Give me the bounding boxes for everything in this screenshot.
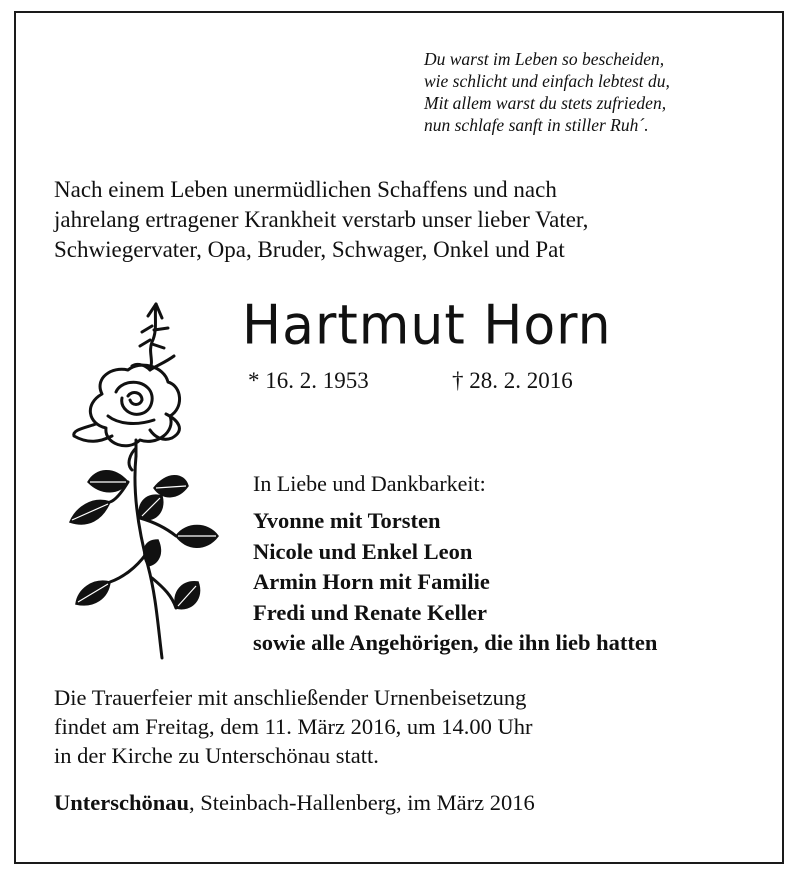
mourner-name: sowie alle Angehörigen, die ihn lieb hatten — [253, 630, 658, 655]
mourner-name: Fredi und Renate Keller — [253, 599, 487, 625]
ceremony-line: findet am Freitag, dem 11. März 2016, um 14.00 Uhr — [54, 714, 533, 739]
place-town: Unterschönau — [54, 790, 190, 815]
ceremony-text — [54, 683, 532, 770]
death-date: † 28. 2. 2016 — [452, 368, 573, 393]
mourners-heading: In Liebe und Dankbarkeit: — [253, 471, 486, 496]
mourner-name: Armin Horn mit Familie — [253, 569, 490, 594]
life-dates — [248, 368, 573, 394]
intro-text — [54, 175, 588, 265]
intro-line: Schwiegervater, Opa, Bruder, Schwager, Onkel und Pat — [54, 237, 565, 262]
poem-line: wie schlicht und einfach lebtest du, — [424, 71, 670, 91]
place-and-date — [54, 790, 535, 816]
ceremony-line: Die Trauerfeier mit anschließender Urnenbeisetzung — [54, 685, 527, 710]
mourner-name: Yvonne mit Torsten — [253, 508, 441, 533]
intro-line: Nach einem Leben unermüdlichen Schaffens und nach — [54, 177, 557, 202]
poem-line: Du warst im Leben so bescheiden, — [424, 49, 665, 69]
mourner-name: Nicole und Enkel Leon — [253, 538, 473, 564]
poem-line: nun schlafe sanft in stiller Ruh´. — [424, 115, 649, 135]
poem — [424, 48, 670, 136]
intro-line: jahrelang ertragener Krankheit verstarb unser lieber Vater, — [54, 207, 589, 232]
mourners-list — [253, 506, 657, 659]
deceased-name: Hartmut Horn — [242, 294, 612, 357]
rose-illustration — [36, 296, 236, 664]
poem-line: Mit allem warst du stets zufrieden, — [424, 93, 667, 113]
birth-date: * 16. 2. 1953 — [248, 368, 369, 393]
place-rest: , Steinbach-Hallenberg, im März 2016 — [189, 790, 535, 815]
ceremony-line: in der Kirche zu Unterschönau statt. — [54, 743, 379, 768]
